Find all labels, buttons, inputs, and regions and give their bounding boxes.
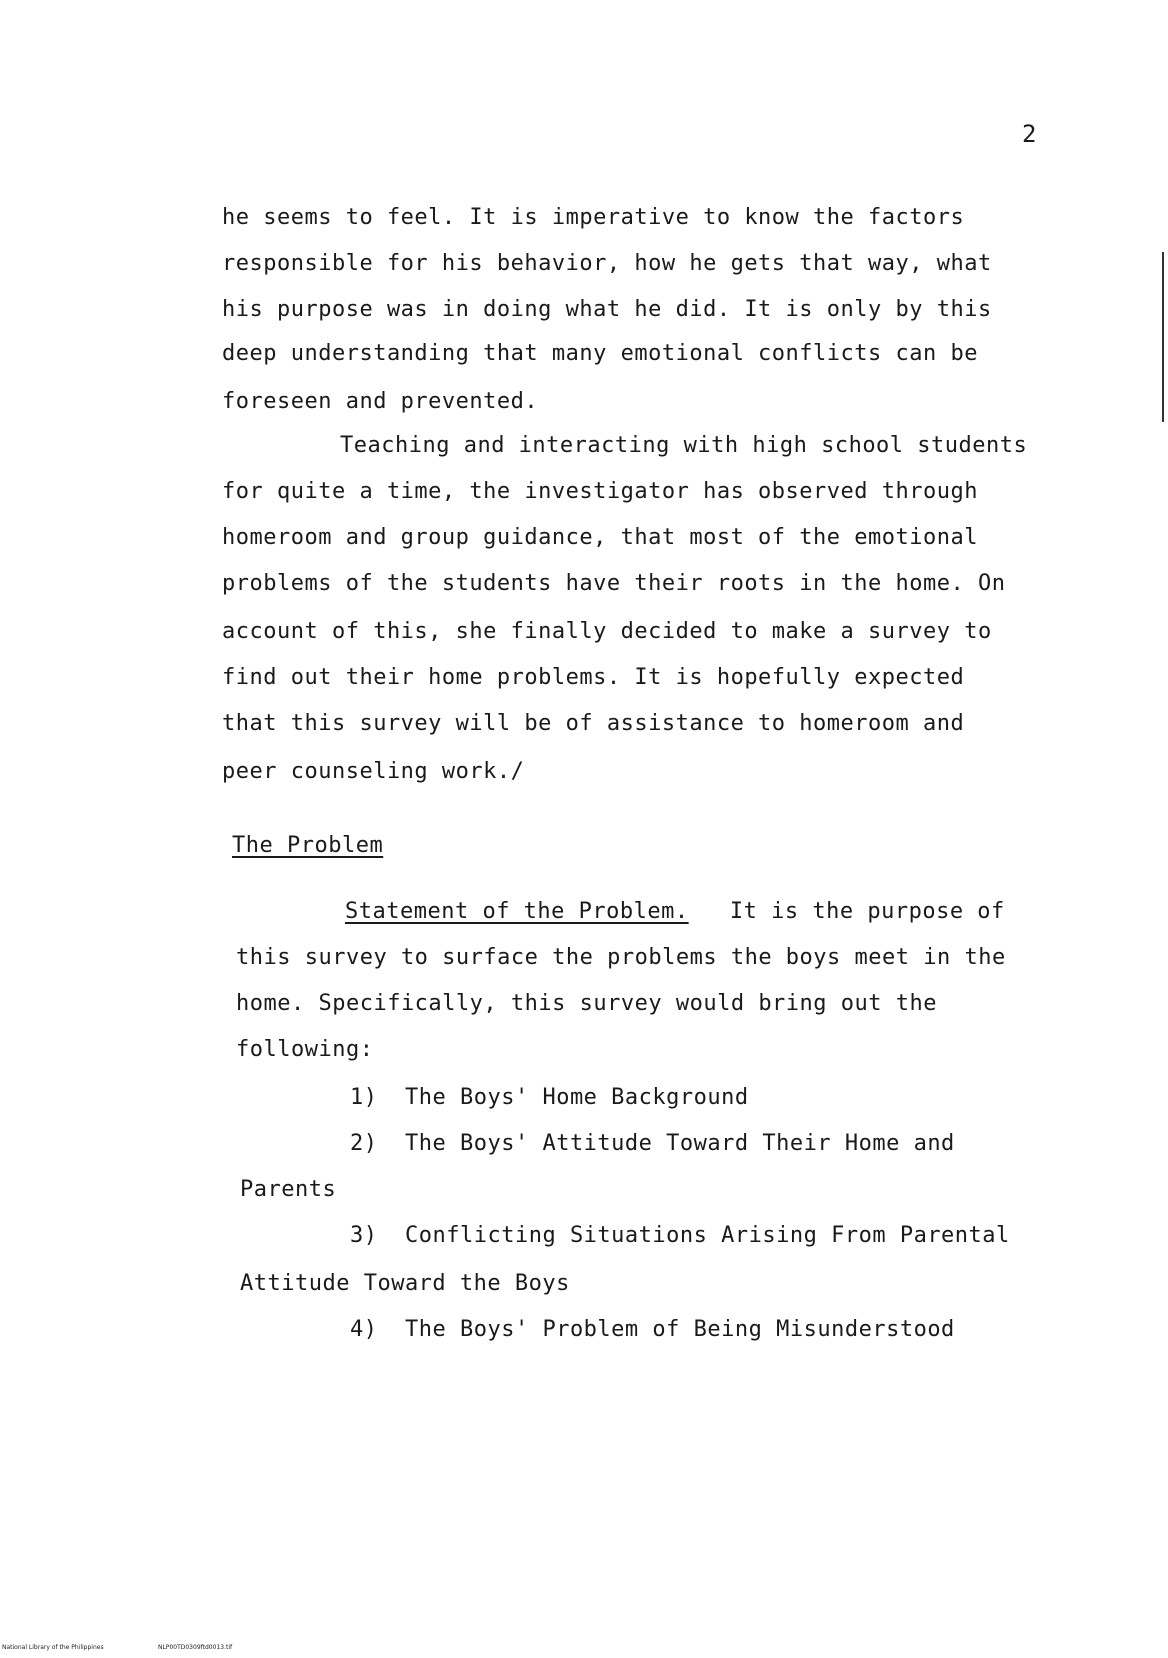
text-line: this survey to surface the problems the boys meet in the <box>236 945 1006 970</box>
list-item <box>350 1084 749 1112</box>
text-line: peer counseling work./ <box>222 759 525 784</box>
text-line: he seems to feel. It is imperative to know the factors <box>222 205 965 230</box>
list-item-number: 2) <box>350 1131 378 1156</box>
text-line: his purpose was in doing what he did. It is only by this <box>222 297 992 322</box>
text-line: foreseen and prevented. <box>222 389 539 414</box>
margin-rule <box>1162 252 1164 422</box>
text-line: responsible for his behavior, how he gets that way, what <box>222 251 992 276</box>
list-item-text: Conflicting Situations Arising From Parental <box>405 1223 1010 1248</box>
footer-library: National Library of the Philippines <box>2 1644 104 1651</box>
text-line: home. Specifically, this survey would bring out the <box>236 991 938 1016</box>
list-item-continuation: Parents <box>240 1177 337 1202</box>
text-line: following: <box>236 1037 374 1062</box>
list-item <box>350 1130 955 1158</box>
text-line: homeroom and group guidance, that most of the emotional <box>222 525 978 550</box>
list-item-continuation: Attitude Toward the Boys <box>240 1271 570 1296</box>
list-item-text: The Boys' Problem of Being Misunderstood <box>405 1317 955 1342</box>
text-line: problems of the students have their roots in the home. On <box>222 571 1006 596</box>
list-item-number: 4) <box>350 1317 378 1342</box>
list-item-number: 3) <box>350 1223 378 1248</box>
list-item-text: The Boys' Attitude Toward Their Home and <box>405 1131 955 1156</box>
text-line: find out their home problems. It is hopefully expected <box>222 665 965 690</box>
subsection-line <box>345 898 1005 926</box>
section-heading: The Problem <box>232 833 384 858</box>
page-number: 2 <box>1022 120 1037 148</box>
text-line: account of this, she finally decided to make a survey to <box>222 619 992 644</box>
subsection-heading: Statement of the Problem. <box>345 899 689 924</box>
list-item-number: 1) <box>350 1085 378 1110</box>
list-item-text: The Boys' Home Background <box>405 1085 749 1110</box>
text-line: for quite a time, the investigator has observed through <box>222 479 978 504</box>
text-line: Teaching and interacting with high school students <box>340 433 1028 458</box>
list-item <box>350 1222 1010 1250</box>
footer-filename: NLP00TD0309ftd0013.tif <box>158 1644 233 1651</box>
subsection-lead-text: It is the purpose of <box>729 899 1005 924</box>
list-item <box>350 1316 955 1344</box>
text-line: deep understanding that many emotional conflicts can be <box>222 341 978 366</box>
text-line: that this survey will be of assistance to homeroom and <box>222 711 965 736</box>
